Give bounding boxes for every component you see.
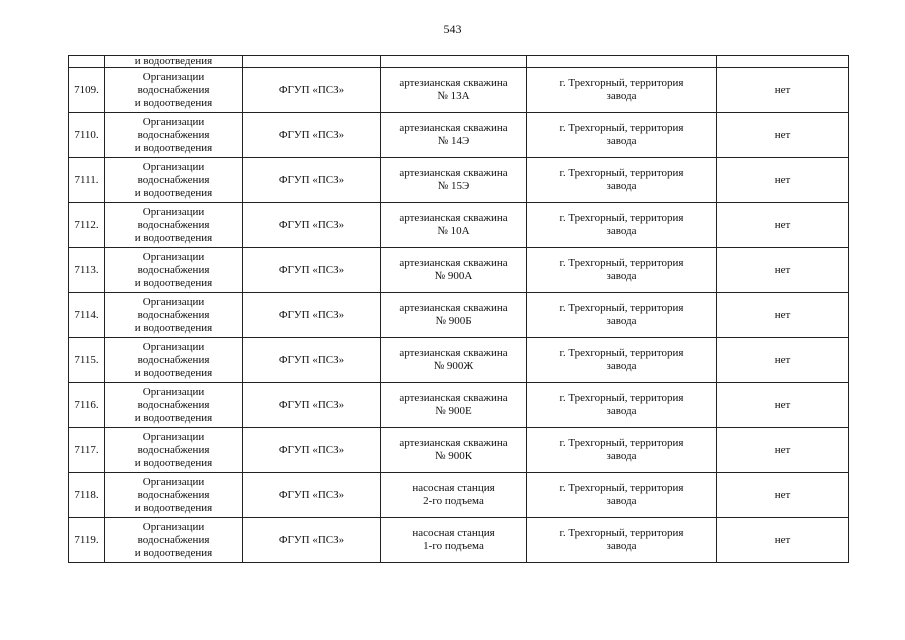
cell-num: 7112. [69, 203, 105, 248]
table-row [69, 203, 849, 248]
cell-name-line: водоснабжения [137, 128, 210, 141]
cell-object-line: № 900Б [435, 315, 472, 327]
cell-num: 7115. [69, 338, 105, 383]
cell-object [381, 473, 527, 518]
cell-num: 7111. [69, 158, 105, 203]
cell-address-line: завода [606, 180, 637, 192]
registry-table [68, 55, 849, 563]
cell-name [105, 113, 243, 158]
cell-status: нет [717, 113, 849, 158]
cell-address-line: завода [606, 270, 637, 282]
cell-address-line: г. Трехгорный, территория [559, 302, 684, 314]
cell-name-line: и водоотведения [134, 141, 213, 154]
cell-object-line: № 13А [437, 90, 470, 102]
cell-address-line: завода [606, 135, 637, 147]
cell-owner: ФГУП «ПСЗ» [243, 383, 381, 428]
cell-owner [243, 56, 381, 68]
table-row [69, 248, 849, 293]
cell-num: 7109. [69, 68, 105, 113]
cell-name-line: Организации [142, 70, 205, 83]
cell-name-line: и водоотведения [134, 186, 213, 199]
cell-status [717, 56, 849, 68]
cell-object-line: артезианская скважина [399, 347, 508, 359]
cell-owner: ФГУП «ПСЗ» [243, 158, 381, 203]
cell-name-line: водоснабжения [137, 308, 210, 321]
cell-name-line: Организации [142, 115, 205, 128]
cell-address [527, 338, 717, 383]
cell-object-line: № 900А [434, 270, 473, 282]
cell-name: и водоотведения [105, 56, 243, 68]
cell-object [381, 338, 527, 383]
cell-name-line: и водоотведения [134, 456, 213, 469]
cell-name-line: Организации [142, 205, 205, 218]
cell-address-line: г. Трехгорный, территория [559, 482, 684, 494]
cell-name-line: и водоотведения [134, 546, 213, 559]
cell-address [527, 473, 717, 518]
cell-address-line: завода [606, 90, 637, 102]
cell-name-line: водоснабжения [137, 353, 210, 366]
table-row [69, 158, 849, 203]
cell-address-line: г. Трехгорный, территория [559, 527, 684, 539]
cell-address [527, 113, 717, 158]
cell-name-line: и водоотведения [134, 501, 213, 514]
cell-address-line: завода [606, 225, 637, 237]
cell-owner: ФГУП «ПСЗ» [243, 338, 381, 383]
cell-name [105, 473, 243, 518]
cell-object-line: № 900Ж [433, 360, 474, 372]
cell-name-line: Организации [142, 475, 205, 488]
cell-name-line: и водоотведения [134, 411, 213, 424]
table-row-continuation [69, 56, 849, 68]
cell-address-line: завода [606, 315, 637, 327]
cell-status: нет [717, 293, 849, 338]
cell-address-line: г. Трехгорный, территория [559, 347, 684, 359]
table-body [69, 56, 849, 563]
cell-object-line: № 10А [437, 225, 470, 237]
cell-address-line: г. Трехгорный, территория [559, 122, 684, 134]
cell-object [381, 383, 527, 428]
cell-owner: ФГУП «ПСЗ» [243, 203, 381, 248]
cell-name-line: и водоотведения [134, 366, 213, 379]
cell-status: нет [717, 428, 849, 473]
cell-owner: ФГУП «ПСЗ» [243, 113, 381, 158]
cell-status: нет [717, 518, 849, 563]
cell-object-line: артезианская скважина [399, 302, 508, 314]
cell-address [527, 68, 717, 113]
cell-num: 7117. [69, 428, 105, 473]
cell-address [527, 248, 717, 293]
table-row [69, 518, 849, 563]
cell-status: нет [717, 338, 849, 383]
cell-address [527, 158, 717, 203]
cell-address [527, 428, 717, 473]
cell-name [105, 293, 243, 338]
cell-name-line: Организации [142, 295, 205, 308]
cell-name-line: водоснабжения [137, 443, 210, 456]
cell-num: 7119. [69, 518, 105, 563]
cell-object-line: № 900К [434, 450, 473, 462]
table-row [69, 68, 849, 113]
cell-name-line: водоснабжения [137, 173, 210, 186]
cell-address [527, 293, 717, 338]
cell-num: 7116. [69, 383, 105, 428]
cell-status: нет [717, 383, 849, 428]
cell-name-line: водоснабжения [137, 488, 210, 501]
cell-num: 7114. [69, 293, 105, 338]
cell-object [381, 68, 527, 113]
cell-object [381, 428, 527, 473]
cell-object [381, 56, 527, 68]
cell-name-line: Организации [142, 160, 205, 173]
cell-status: нет [717, 158, 849, 203]
cell-object-line: № 900Е [435, 405, 472, 417]
cell-object-line: № 15Э [437, 180, 470, 192]
cell-address [527, 383, 717, 428]
cell-name-line: и водоотведения [134, 321, 213, 334]
table-row [69, 293, 849, 338]
cell-owner: ФГУП «ПСЗ» [243, 473, 381, 518]
cell-object-line: артезианская скважина [399, 392, 508, 404]
cell-address-line: г. Трехгорный, территория [559, 77, 684, 89]
cell-name [105, 248, 243, 293]
cell-num: 7118. [69, 473, 105, 518]
cell-owner: ФГУП «ПСЗ» [243, 68, 381, 113]
cell-address-line: г. Трехгорный, территория [559, 437, 684, 449]
cell-name-line: и водоотведения [134, 96, 213, 109]
cell-object [381, 158, 527, 203]
cell-name [105, 428, 243, 473]
cell-object-line: артезианская скважина [399, 212, 508, 224]
table-row [69, 473, 849, 518]
cell-object-line: № 14Э [437, 135, 470, 147]
cell-object [381, 293, 527, 338]
table-row [69, 338, 849, 383]
cell-name-line: водоснабжения [137, 263, 210, 276]
cell-name-line: Организации [142, 520, 205, 533]
cell-name-line: Организации [142, 430, 205, 443]
table-row [69, 428, 849, 473]
cell-object [381, 248, 527, 293]
cell-address-line: завода [606, 495, 637, 507]
cell-status: нет [717, 203, 849, 248]
table-row [69, 113, 849, 158]
cell-num: 7113. [69, 248, 105, 293]
cell-name-line: Организации [142, 385, 205, 398]
cell-name-line: водоснабжения [137, 533, 210, 546]
cell-name [105, 68, 243, 113]
cell-object [381, 518, 527, 563]
cell-num [69, 56, 105, 68]
cell-object-line: артезианская скважина [399, 122, 508, 134]
cell-owner: ФГУП «ПСЗ» [243, 293, 381, 338]
cell-address-line: г. Трехгорный, территория [559, 167, 684, 179]
cell-status: нет [717, 473, 849, 518]
cell-object-line: 1-го подъема [423, 540, 484, 552]
cell-address-line: завода [606, 450, 637, 462]
cell-address [527, 518, 717, 563]
cell-num: 7110. [69, 113, 105, 158]
cell-object-line: насосная станция [412, 527, 495, 539]
cell-name [105, 158, 243, 203]
cell-address [527, 203, 717, 248]
cell-address-line: завода [606, 360, 637, 372]
cell-object [381, 113, 527, 158]
cell-owner: ФГУП «ПСЗ» [243, 518, 381, 563]
cell-name [105, 203, 243, 248]
cell-name [105, 338, 243, 383]
cell-owner: ФГУП «ПСЗ» [243, 248, 381, 293]
cell-name-line: Организации [142, 250, 205, 263]
cell-object-line: артезианская скважина [399, 77, 508, 89]
cell-object-line: артезианская скважина [399, 167, 508, 179]
cell-address-line: г. Трехгорный, территория [559, 392, 684, 404]
cell-name-line: водоснабжения [137, 398, 210, 411]
cell-object-line: насосная станция [412, 482, 495, 494]
cell-name-line: Организации [142, 340, 205, 353]
cell-address-line: завода [606, 540, 637, 552]
page-number: 543 [443, 22, 462, 36]
table-row [69, 383, 849, 428]
cell-address-line: завода [606, 405, 637, 417]
cell-name-line: водоснабжения [137, 218, 210, 231]
cell-object-line: артезианская скважина [399, 257, 508, 269]
cell-name-line: и водоотведения [134, 276, 213, 289]
cell-owner: ФГУП «ПСЗ» [243, 428, 381, 473]
cell-name-line: и водоотведения [134, 231, 213, 244]
cell-name [105, 383, 243, 428]
cell-address-line: г. Трехгорный, территория [559, 212, 684, 224]
cell-status: нет [717, 68, 849, 113]
cell-address [527, 56, 717, 68]
cell-address-line: г. Трехгорный, территория [559, 257, 684, 269]
cell-object-line: артезианская скважина [399, 437, 508, 449]
cell-name [105, 518, 243, 563]
cell-object [381, 203, 527, 248]
cell-status: нет [717, 248, 849, 293]
cell-object-line: 2-го подъема [423, 495, 484, 507]
cell-name-line: водоснабжения [137, 83, 210, 96]
